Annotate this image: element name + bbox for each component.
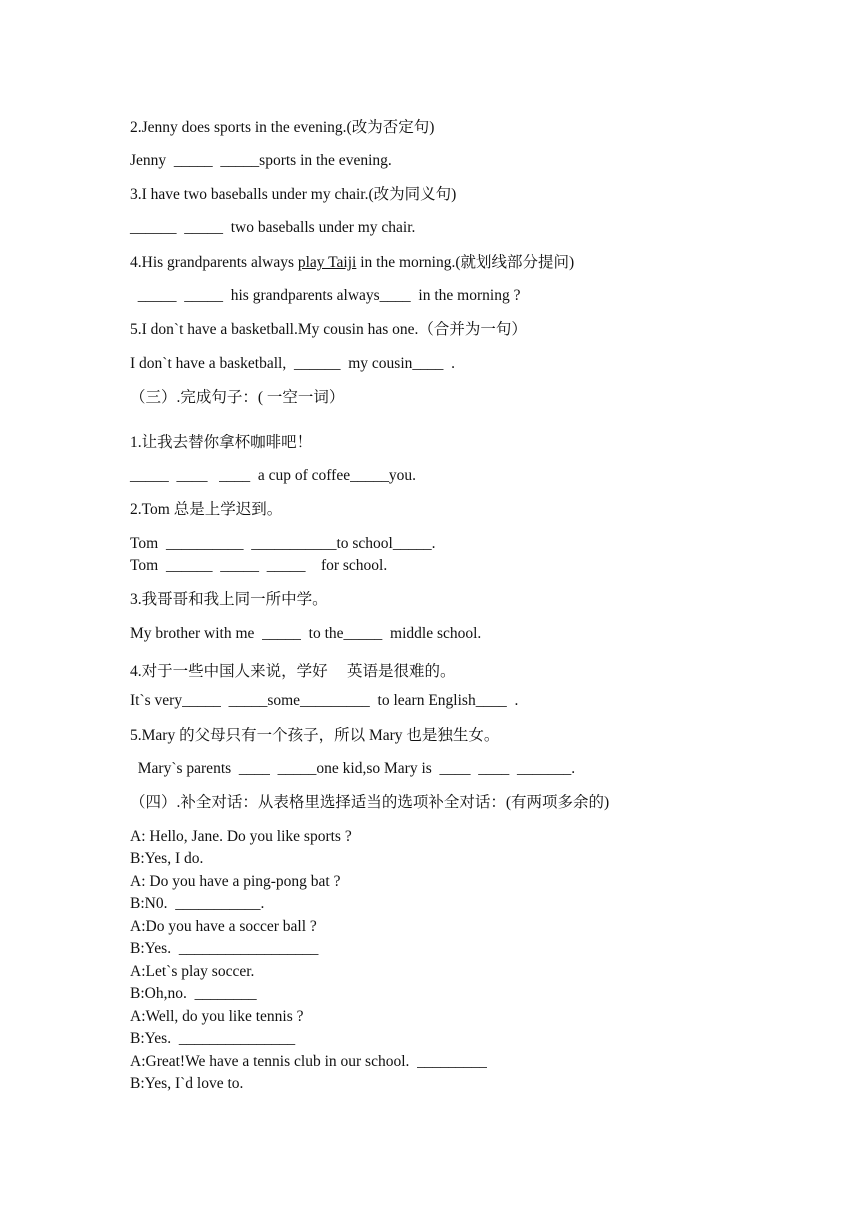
dialog-line: B:Oh,no. ________ — [130, 985, 257, 1002]
answer-line-4: _____ _____ his grandparents always____ in the morning ? — [130, 287, 521, 304]
question-4-suffix: in the morning.(就划线部分提问) — [356, 254, 575, 271]
dialog-line: A:Great!We have a tennis club in our school. _________ — [130, 1053, 487, 1070]
question-4-underlined — [130, 253, 574, 273]
answer-line-5: I don`t have a basketball, ______ my cousin____ . — [130, 355, 456, 372]
question-5-combine: 5.I don`t have a basketball.My cousin has one.（合并为一句） — [130, 321, 527, 338]
section-4-heading: （四）.补全对话：从表格里选择适当的选项补全对话：(有两项多余的) — [130, 794, 610, 811]
dialog-line: A:Let`s play soccer. — [130, 963, 255, 980]
sentence-1-prompt: 1.让我去替你拿杯咖啡吧！ — [130, 434, 313, 451]
dialog-line: B:Yes, I do. — [130, 850, 204, 867]
dialog-line: B:Yes. _______________ — [130, 1030, 296, 1047]
question-2-rewrite-negative: 2.Jenny does sports in the evening.(改为否定句) — [130, 119, 435, 136]
answer-line-3: ______ _____ two baseballs under my chair. — [130, 219, 416, 236]
sentence-1-blanks: _____ ____ ____ a cup of coffee_____you. — [130, 467, 416, 484]
question-4-prefix: 4.His grandparents always — [130, 254, 298, 271]
underlined-phrase: play Taiji — [297, 254, 357, 271]
sentence-4-prompt: 4.对于一些中国人来说，学好 英语是很难的。 — [130, 663, 456, 680]
sentence-2-blanks-b: Tom ______ _____ _____ for school. — [130, 557, 388, 574]
sentence-5-prompt: 5.Mary 的父母只有一个孩子，所以 Mary 也是独生女。 — [130, 727, 500, 744]
sentence-2-prompt: 2.Tom 总是上学迟到。 — [130, 501, 283, 518]
sentence-5-blanks: Mary`s parents ____ _____one kid,so Mary is ____ ____ _______. — [130, 760, 576, 777]
section-3-heading: （三）.完成句子：( 一空一词） — [130, 389, 345, 406]
sentence-4-blanks: It`s very_____ _____some_________ to learn English____ . — [130, 692, 519, 709]
sentence-2-blanks-a: Tom __________ ___________to school_____. — [130, 535, 436, 552]
dialog-line: B:Yes. __________________ — [130, 940, 319, 957]
answer-line-2: Jenny _____ _____sports in the evening. — [130, 152, 392, 169]
sentence-3-blanks: My brother with me _____ to the_____ middle school. — [130, 625, 482, 642]
dialog-line: A:Do you have a soccer ball ? — [130, 918, 317, 935]
dialog-line: A: Hello, Jane. Do you like sports ? — [130, 828, 352, 845]
dialog-line: A:Well, do you like tennis ? — [130, 1008, 304, 1025]
question-3-synonym: 3.I have two baseballs under my chair.(改为同义句) — [130, 186, 457, 203]
dialog-line: B:N0. ___________. — [130, 895, 265, 912]
dialog-line: A: Do you have a ping-pong bat ? — [130, 873, 341, 890]
sentence-3-prompt: 3.我哥哥和我上同一所中学。 — [130, 591, 328, 608]
dialog-line: B:Yes, I`d love to. — [130, 1075, 244, 1092]
